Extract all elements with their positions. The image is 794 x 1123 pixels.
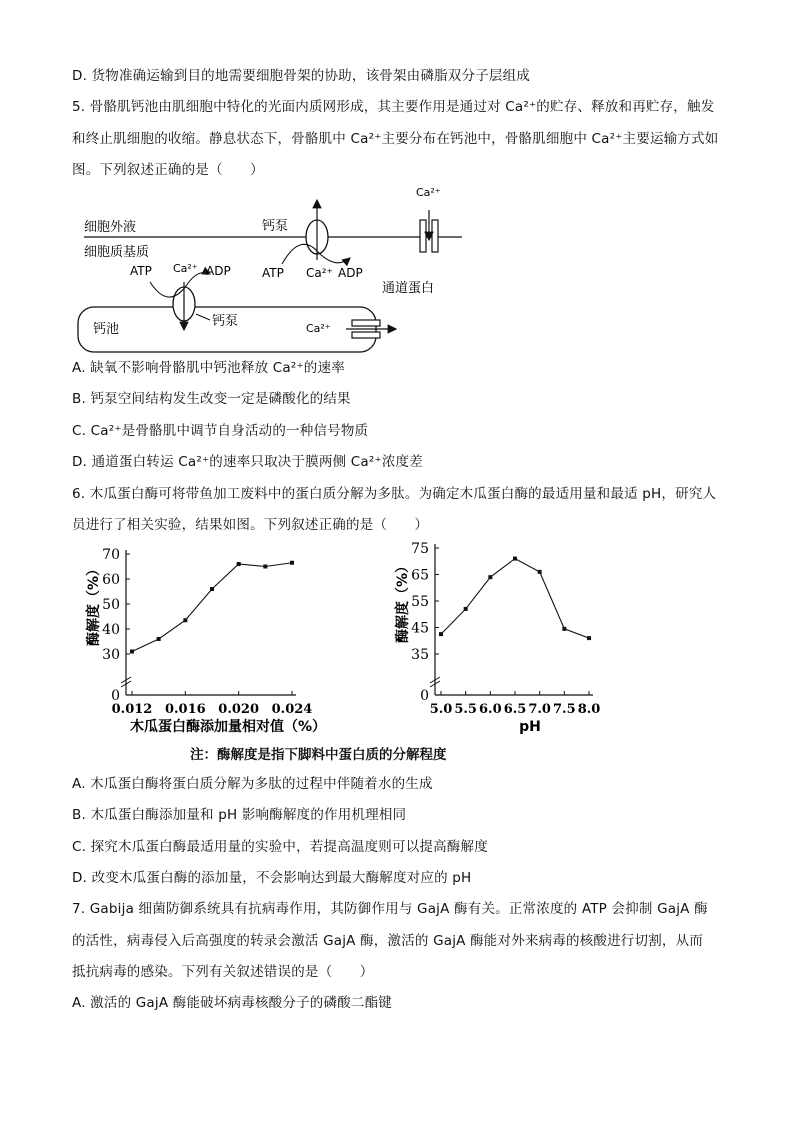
x-tick-label: 5.5 [454,702,477,717]
x-tick-label: 6.5 [503,702,527,717]
data-point [538,570,542,574]
q6-note: 注：酶解度是指下脚料中蛋白质的分解程度 [190,747,447,763]
series-line [441,559,589,639]
y-tick-label: 70 [102,547,120,563]
q6-option-b: B. 木瓜蛋白酶添加量和 pH 影响酶解度的作用机理相同 [72,807,407,823]
channel-protein-pool-bottom [352,332,380,338]
data-point [587,636,591,640]
x-tick-label: 8.0 [577,702,601,717]
data-point [237,562,241,566]
data-point [157,637,161,641]
y-tick-label: 50 [102,597,120,613]
data-point [183,618,187,622]
q5-option-d: D. 通道蛋白转运 Ca²⁺的速率只取决于膜两侧 Ca²⁺浓度差 [72,454,423,470]
series-line [132,563,292,652]
channel-protein-pool-top [352,320,380,326]
q6-stem-line1: 6. 木瓜蛋白酶可将带鱼加工废料中的蛋白质分解为多肽。为确定木瓜蛋白酶的最适用量和最适 pH，研究人 [72,486,717,502]
y-tick-label: 65 [411,567,429,584]
data-point [130,650,134,654]
atp-right: ATP [262,266,284,280]
adp-right: ADP [338,266,363,280]
channel-label: 通道蛋白 [382,281,435,296]
q7-option-a: A. 激活的 GajA 酶能破坏病毒核酸分子的磷酸二酯键 [72,995,392,1011]
data-point [513,557,517,561]
y-tick-label: 30 [102,647,120,663]
calcium-transport-diagram [0,180,794,355]
cytoplasm-label: 细胞质基质 [84,245,150,260]
x-tick-label: 5.0 [429,702,453,717]
x-tick-label: 0.020 [218,702,260,717]
data-point [290,561,294,565]
data-point [562,627,566,631]
x-tick-label: 7.5 [553,702,576,717]
q5-stem-line1: 5. 骨骼肌钙池由肌细胞中特化的光面内质网形成，其主要作用是通过对 Ca²⁺的贮存、释放和再贮存，触发 [72,99,715,115]
x-axis-label: pH [519,719,541,735]
y-tick-label: 75 [411,541,429,557]
pump-bottom-label: 钙泵 [212,314,239,329]
pump-top-label: 钙泵 [262,219,289,234]
y-tick-label: 0 [111,688,120,704]
data-point [488,575,492,579]
x-tick-label: 0.024 [271,702,313,717]
q7-stem-line3: 抵抗病毒的感染。下列有关叙述错误的是（ ） [72,964,374,980]
ca-center: Ca²⁺ [306,266,333,280]
q5-option-a: A. 缺氧不影响骨骼肌中钙池释放 Ca²⁺的速率 [72,360,345,376]
atp-left: ATP [130,264,152,278]
channel-protein-top-right [432,220,438,252]
q6-stem-line2: 员进行了相关实验，结果如图。下列叙述正确的是（ ） [72,517,429,533]
q7-stem-line1: 7. Gabija 细菌防御系统具有抗病毒作用，其防御作用与 GajA 酶有关。正常浓度的 ATP 会抑制 GajA 酶 [72,901,708,917]
adp-left: ADP [206,264,231,278]
x-tick-label: 0.016 [164,702,206,717]
q4-option-d: D. 货物准确运输到目的地需要细胞骨架的协助，该骨架由磷脂双分子层组成 [72,68,530,84]
y-tick-label: 55 [411,594,429,610]
q6-option-d: D. 改变木瓜蛋白酶的添加量，不会影响达到最大酶解度对应的 pH [72,870,472,886]
y-tick-label: 45 [411,620,429,637]
y-tick-label: 0 [420,688,429,704]
data-point [439,632,443,636]
q6-option-a: A. 木瓜蛋白酶将蛋白质分解为多肽的过程中伴随着水的生成 [72,776,433,792]
data-point [263,565,267,569]
x-axis-label: 木瓜蛋白酶添加量相对值（%） [129,719,327,735]
x-tick-label: 7.0 [528,702,551,717]
q7-stem-line2: 的活性，病毒侵入后高强度的转录会激活 GajA 酶，激活的 GajA 酶能对外来病毒的核酸进行切割，从而 [72,933,704,949]
y-axis-label: 酶解度（%） [395,558,411,644]
chart-ph [340,540,630,740]
x-tick-label: 6.0 [479,702,502,717]
q6-option-c: C. 探究木瓜蛋白酶最适用量的实验中，若提高温度则可以提高酶解度 [72,839,488,855]
ca-pool-out: Ca²⁺ [306,322,331,335]
q5-option-b: B. 钙泵空间结构发生改变一定是磷酸化的结果 [72,391,351,407]
data-point [464,607,468,611]
ca-left: Ca²⁺ [173,262,198,275]
extracellular-label: 细胞外液 [84,220,137,235]
calcium-pool-label: 钙池 [93,322,120,337]
q5-stem-line2: 和终止肌细胞的收缩。静息状态下，骨骼肌中 Ca²⁺主要分布在钙池中，骨骼肌细胞中 Ca²⁺主要运输方式如 [72,131,719,147]
y-tick-label: 40 [102,622,120,638]
x-tick-label: 0.012 [111,702,153,717]
data-point [210,587,214,591]
y-tick-label: 60 [102,572,120,588]
q5-stem-line3: 图。下列叙述正确的是（ ） [72,162,264,178]
y-axis-label: 酶解度（%） [86,561,102,647]
q5-option-c: C. Ca²⁺是骨骼肌中调节自身活动的一种信号物质 [72,423,369,439]
channel-protein-top-left [420,220,426,252]
ca-channel-top: Ca²⁺ [416,186,441,199]
chart-dosage [0,540,330,740]
y-tick-label: 35 [411,647,429,663]
